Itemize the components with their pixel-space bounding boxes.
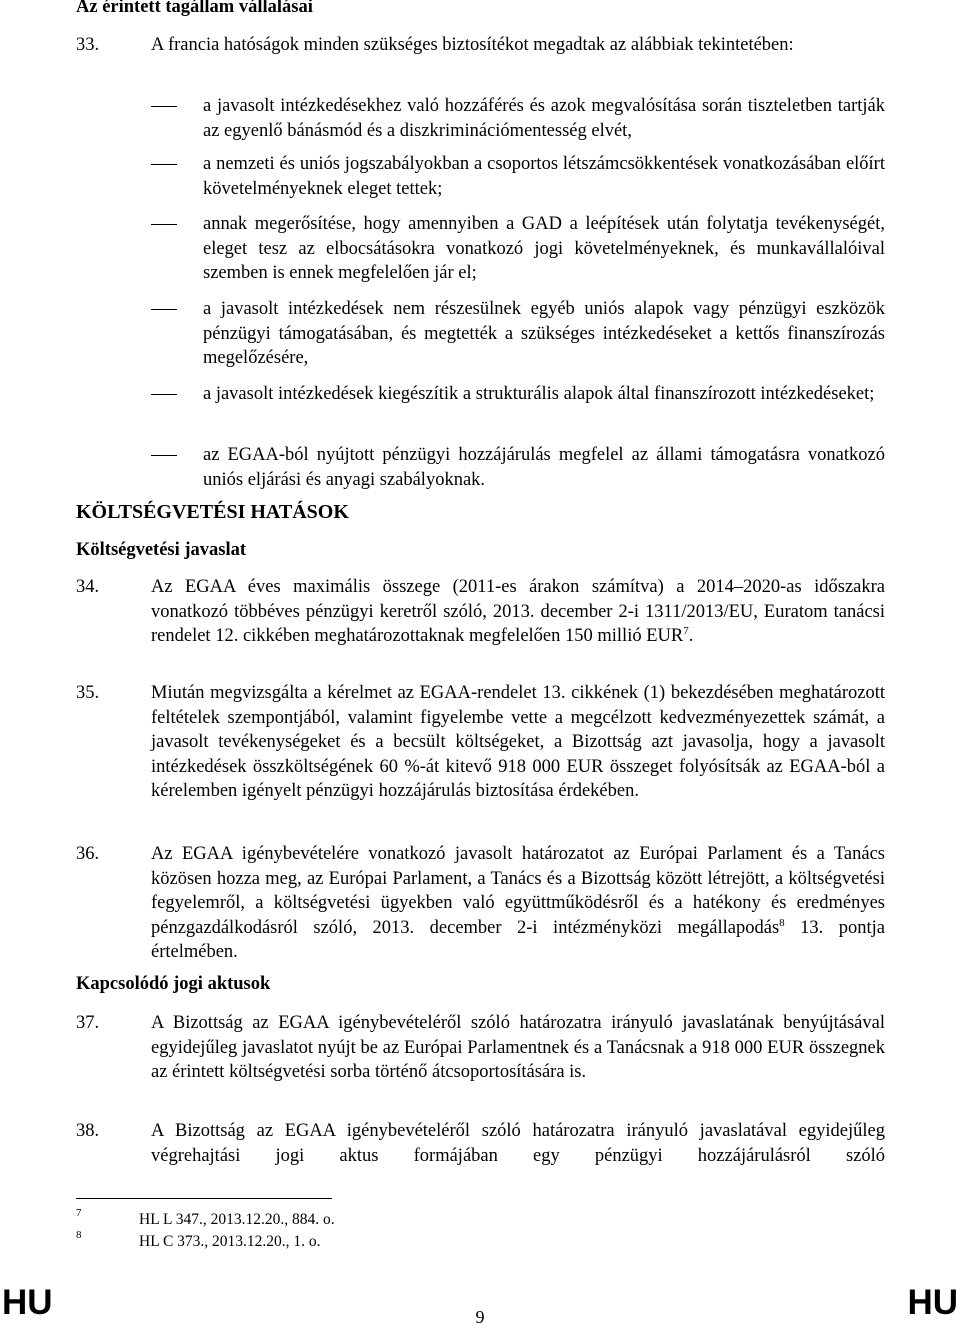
paragraph-36-tail: 13. pontja értelmében. — [151, 917, 885, 963]
bullet-item-3: annak megerősítése, hogy amennyiben a GAD a leépítések után folytatja tevékenységét, eleget tesz az elbocsátásokra vonatkozó jogi követelményeknek, és munkavállalóival szemben is ennek megfelelően jár el; — [203, 214, 885, 284]
bullet-dash — [151, 455, 177, 456]
language-code-right: HU — [907, 1283, 958, 1322]
bullet-dash — [151, 164, 177, 165]
bullet-item-2: a nemzeti és uniós jogszabályokban a csoportos létszámcsökkentések vonatkozásában előírt követelményeknek eleget tettek; — [203, 154, 885, 199]
bullet-item-6: az EGAA-ból nyújtott pénzügyi hozzájárulás megfelel az állami támogatásra vonatkozó uniós eljárási és anyagi szabályoknak. — [203, 445, 885, 490]
paragraph-number-34: 34. — [76, 577, 100, 597]
paragraph-36-text: Az EGAA igénybevételére vonatkozó javasolt határozatot az Európai Parlament és a Tanács közösen hozza meg, az Európai Parlament, a Tanács és a Bizottság között létrejött, a költségvetési fegyelemről, a költségvetési ügyekben való együttműködésről és a hatékony és eredményes pénzgazdálkodásról szóló, 2013. december 2-i intézményközi megállapodás — [151, 844, 885, 938]
paragraph-number-37: 37. — [76, 1013, 100, 1033]
bullet-item-1: a javasolt intézkedésekhez való hozzáférés és azok megvalósítása során tiszteletben tartják az egyenlő bánásmód és a diszkriminációmentesség elvét, — [203, 96, 885, 141]
section-heading-budget-impact: KÖLTSÉGVETÉSI HATÁSOK — [76, 501, 349, 523]
footnote-separator — [76, 1198, 332, 1199]
paragraph-35: Miután megvizsgálta a kérelmet az EGAA-rendelet 13. cikkének (1) bekezdésében meghatározott feltételek szempontjából, valamint figyelembe vette a megcélzott kedvezményezettek számát, a javasolt tevékenységeket és a becsült költségeket, a Bizottság azt javasolja, hogy a javasolt intézkedések összköltségének 60 %-át kitevő 918 000 EUR összeget folyósítsák az EGAA-ból a kérelemben igényelt pénzügyi hozzájárulás biztosítása érdekében. — [151, 683, 885, 802]
paragraph-34 — [151, 575, 885, 649]
footnote-7-mark: 7 — [76, 1207, 82, 1219]
footnote-ref-7[interactable]: 7 — [683, 625, 689, 638]
bullet-item-5: a javasolt intézkedések kiegészítik a strukturális alapok által finanszírozott intézkedéseket; — [203, 384, 875, 404]
bullet-dash — [151, 224, 177, 225]
bullet-dash — [151, 309, 177, 310]
paragraph-34-text: Az EGAA éves maximális összege (2011-es árakon számítva) a 2014–2020-as időszakra vonatkozó többéves pénzügyi keretről szóló, 2013. december 2-i 1311/2013/EU, Euratom tanácsi rendelet 12. cikkében meghatározottaknak megfelelően 150 millió EUR — [151, 577, 885, 647]
paragraph-33-intro: A francia hatóságok minden szükséges biztosítékot megadtak az alábbiak tekintetében: — [151, 35, 794, 55]
subheading-related-acts: Kapcsolódó jogi aktusok — [76, 974, 271, 994]
bullet-dash — [151, 106, 177, 107]
subheading-budget-proposal: Költségvetési javaslat — [76, 540, 247, 560]
footnote-ref-8[interactable]: 8 — [779, 916, 785, 929]
paragraph-number-35: 35. — [76, 683, 100, 703]
footnote-8-text: HL C 373., 2013.12.20., 1. o. — [139, 1233, 321, 1250]
paragraph-number-33: 33. — [76, 35, 100, 55]
paragraph-number-38: 38. — [76, 1121, 100, 1141]
paragraph-37: A Bizottság az EGAA igénybevételéről szóló határozatra irányuló javaslatának benyújtásával egyidejűleg javaslatot nyújt be az Európai Parlamentnek és a Tanácsnak a 918 000 EUR összegnek az érintett költségvetési sorba történő átcsoportosítására is. — [151, 1013, 885, 1083]
footnote-8-mark: 8 — [76, 1229, 82, 1241]
bullet-dash — [151, 394, 177, 395]
language-code-left: HU — [2, 1283, 53, 1322]
section-heading-commitments: Az érintett tagállam vállalásai — [76, 0, 313, 17]
bullet-item-4: a javasolt intézkedések nem részesülnek egyéb uniós alapok vagy pénzügyi eszközök pénzügyi támogatásában, és megtették a szükséges intézkedéseket a kettős finanszírozás megelőzésére, — [203, 299, 885, 369]
paragraph-number-36: 36. — [76, 844, 100, 864]
page-number: 9 — [475, 1307, 485, 1327]
footnote-7-text: HL L 347., 2013.12.20., 884. o. — [139, 1211, 335, 1228]
paragraph-38: A Bizottság az EGAA igénybevételéről szóló határozatra irányuló javaslatával egyidejűleg végrehajtási jogi aktus formájában egy pénzügyi hozzájárulásról szóló — [151, 1121, 885, 1166]
paragraph-36 — [151, 842, 885, 965]
paragraph-34-tail: . — [688, 626, 694, 647]
